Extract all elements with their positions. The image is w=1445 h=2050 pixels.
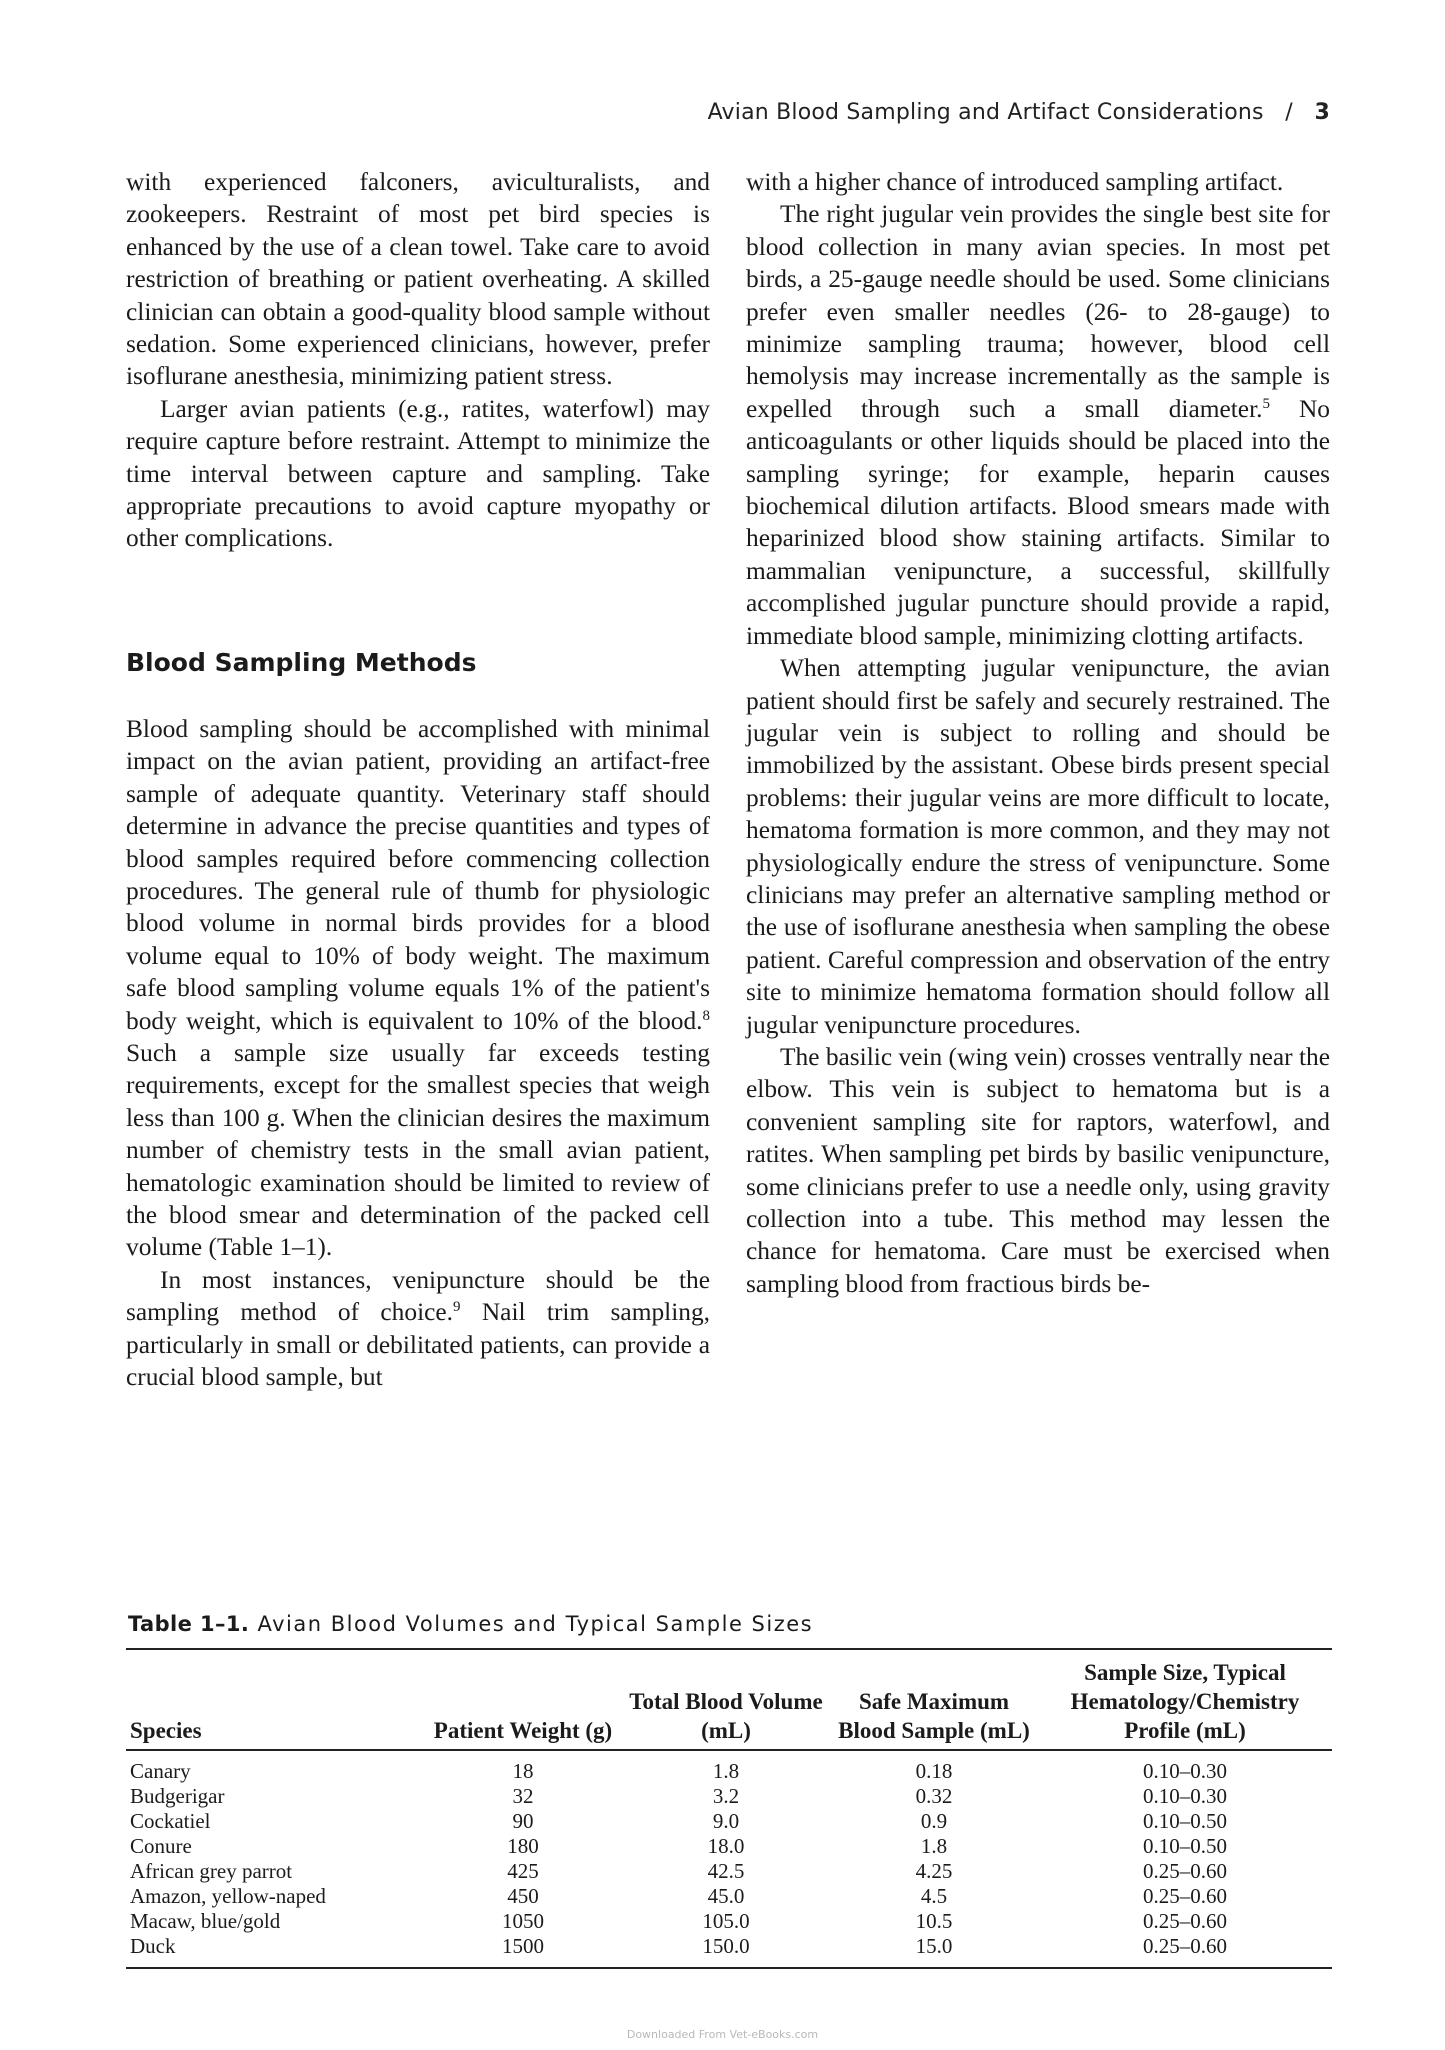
table-row — [126, 1884, 1332, 1909]
table-cell: 9.0 — [712, 1809, 740, 1833]
column-header: Patient Weight (g) — [433, 1718, 613, 1743]
table-cell: 425 — [507, 1859, 539, 1883]
column-header: Safe Maximum Blood Sample (mL) — [838, 1689, 1030, 1743]
paragraph-text: Blood sampling should be accomplished with minimal impact on the avian patient, providing an artifact-free sample of adequate quantity. Veterinary staff should determine in advance the precise quantities and types of blood samples required before commencing collection procedures. The general rule of thumb for physiologic blood volume in normal birds provides for a blood volume equal to 10% of body weight. The maximum safe blood sampling volume equals 1% of the patient's body weight, which is equivalent to 10% of the blood. — [126, 714, 710, 1035]
table-body — [126, 1750, 1332, 1968]
table-row — [126, 1909, 1332, 1934]
table-cell: 1050 — [502, 1909, 544, 1933]
running-head-separator: / — [1285, 100, 1293, 125]
running-title: Avian Blood Sampling and Artifact Considerations — [707, 100, 1264, 125]
paragraph: with a higher chance of introduced sampling artifact. — [746, 168, 1284, 196]
table-cell: 0.10–0.30 — [1143, 1784, 1227, 1808]
table-header-row — [126, 1649, 1332, 1750]
right-column — [746, 166, 1330, 1300]
paragraph-text: Such a sample size usually far exceeds testing requirements, except for the smallest species that weigh less than 100 g. When the clinician desires the maximum number of chemistry tests in the small avian patient, hematologic examination should be limited to review of the blood smear and determination of the packed cell volume (Table 1–1). — [126, 1038, 710, 1262]
table-cell: 90 — [512, 1809, 534, 1833]
running-head — [660, 100, 1330, 125]
table-cell: 32 — [512, 1784, 534, 1808]
table-cell: 180 — [507, 1834, 539, 1858]
table-cell: 1500 — [502, 1934, 544, 1958]
table-cell: 42.5 — [707, 1859, 745, 1883]
table-row — [126, 1859, 1332, 1884]
download-watermark: Downloaded From Vet-eBooks.com — [626, 2028, 819, 2041]
table-row — [126, 1834, 1332, 1859]
paragraph-text: In most instances, venipuncture should be the sampling method of choice. — [126, 1265, 710, 1327]
table-caption — [128, 1612, 813, 1636]
column-header: Sample Size, Typical Hematology/Chemistry Profile (mL) — [1070, 1660, 1300, 1743]
table-cell: 0.10–0.50 — [1143, 1834, 1227, 1858]
paragraph-text: The right jugular vein provides the single best site for blood collection in many avian species. In most pet birds, a 25-gauge needle should be used. Some clinicians prefer even smaller needles (26- to 28-gauge) to minimize sampling trauma; however, blood cell hemolysis may increase incrementally as the sample is expelled through such a small diameter. — [746, 200, 1330, 423]
table-cell: 0.10–0.30 — [1143, 1759, 1227, 1783]
section-heading: Blood Sampling Methods — [126, 647, 477, 677]
table-cell: Cockatiel — [130, 1809, 211, 1833]
paragraph — [746, 198, 1330, 652]
table-cell: 15.0 — [915, 1934, 953, 1958]
column-header: Species — [130, 1718, 202, 1743]
paragraph: Larger avian patients (e.g., ratites, waterfowl) may require capture before restraint. Attempt to minimize the time interval between capture and sampling. Take appropriate precautions to avoid capture myopathy or other complications. — [126, 394, 710, 553]
table-cell: 0.9 — [920, 1809, 948, 1833]
table-cell: Canary — [130, 1759, 191, 1783]
table-cell: 0.25–0.60 — [1143, 1859, 1227, 1883]
left-column — [126, 166, 710, 1393]
table-cell: 105.0 — [702, 1909, 750, 1933]
table-cell: 10.5 — [915, 1909, 953, 1933]
paragraph: with experienced falconers, aviculturalists, and zookeepers. Restraint of most pet bird species is enhanced by the use of a clean towel. Take care to avoid restriction of breathing or patient overheating. A skilled clinician can obtain a good-quality blood sample without sedation. Some experienced clinicians, however, prefer isoflurane anesthesia, minimizing patient stress. — [126, 168, 710, 391]
reference-superscript: 5 — [1262, 395, 1270, 412]
reference-superscript: 8 — [702, 1007, 710, 1024]
table-cell: Budgerigar — [130, 1784, 225, 1808]
table-cell: 1.8 — [712, 1759, 740, 1783]
paragraph-text: Nail trim sampling, particularly in small or debilitated patients, can provide a crucial blood sample, but — [126, 1298, 710, 1391]
reference-superscript: 9 — [453, 1299, 461, 1316]
table-cell: 3.2 — [712, 1784, 740, 1808]
table-cell: 0.25–0.60 — [1143, 1934, 1227, 1958]
paragraph: When attempting jugular venipuncture, the avian patient should first be safely and securely restrained. The jugular vein is subject to rolling and should be immobilized by the assistant. Obese birds present special problems: their jugular veins are more difficult to locate, hematoma formation is more common, and they may not physiologically endure the stress of venipuncture. Some clinicians may prefer an alternative sampling method or the use of isoflurane anesthesia when sampling the obese patient. Careful compression and observation of the entry site to minimize hematoma formation should follow all jugular venipuncture procedures. — [746, 654, 1330, 1039]
table-cell: 150.0 — [702, 1934, 750, 1958]
table-cell: Macaw, blue/gold — [130, 1909, 281, 1933]
table-cell: 0.25–0.60 — [1143, 1909, 1227, 1933]
table-row — [126, 1934, 1332, 1968]
table-cell: 4.5 — [920, 1884, 948, 1908]
table-row — [126, 1809, 1332, 1834]
table-cell: Conure — [130, 1834, 192, 1858]
paragraph — [126, 713, 710, 1264]
column-header: Total Blood Volume (mL) — [629, 1689, 823, 1743]
table-cell: 4.25 — [915, 1859, 953, 1883]
table-cell: 1.8 — [920, 1834, 948, 1858]
table-label: Table 1–1. — [128, 1612, 250, 1636]
table-cell: Duck — [130, 1934, 176, 1958]
paragraph-text: No anticoagulants or other liquids should be placed into the sampling syringe; for example, heparin causes biochemical dilution artifacts. Blood smears made with heparinized blood show staining artifacts. Similar to mammalian venipuncture, a successful, skillfully accomplished jugular puncture should provide a rapid, immediate blood sample, minimizing clotting artifacts. — [746, 394, 1330, 650]
table-cell: 0.25–0.60 — [1143, 1884, 1227, 1908]
page-number: 3 — [1314, 100, 1330, 125]
table-cell: 0.32 — [915, 1784, 953, 1808]
table-cell: 18 — [512, 1759, 534, 1783]
table-row — [126, 1750, 1332, 1784]
table-cell: 18.0 — [707, 1834, 745, 1858]
table-cell: 0.18 — [915, 1759, 953, 1783]
table-row — [126, 1784, 1332, 1809]
table-cell: African grey parrot — [130, 1859, 293, 1883]
table-cell: 0.10–0.50 — [1143, 1809, 1227, 1833]
table-cell: Amazon, yellow-naped — [130, 1884, 326, 1908]
paragraph — [126, 1264, 710, 1394]
blood-volume-table — [126, 1648, 1332, 1969]
table-cell: 450 — [507, 1884, 539, 1908]
paragraph: The basilic vein (wing vein) crosses ventrally near the elbow. This vein is subject to hematoma but is a convenient sampling site for raptors, waterfowl, and ratites. When sampling pet birds by basilic venipuncture, some clinicians prefer to use a needle only, using gravity collection into a tube. This method may lessen the chance for hematoma. Care must be exercised when sampling blood from fractious birds be- — [746, 1042, 1330, 1298]
table-title: Avian Blood Volumes and Typical Sample Sizes — [257, 1612, 814, 1636]
table-cell: 45.0 — [707, 1884, 745, 1908]
